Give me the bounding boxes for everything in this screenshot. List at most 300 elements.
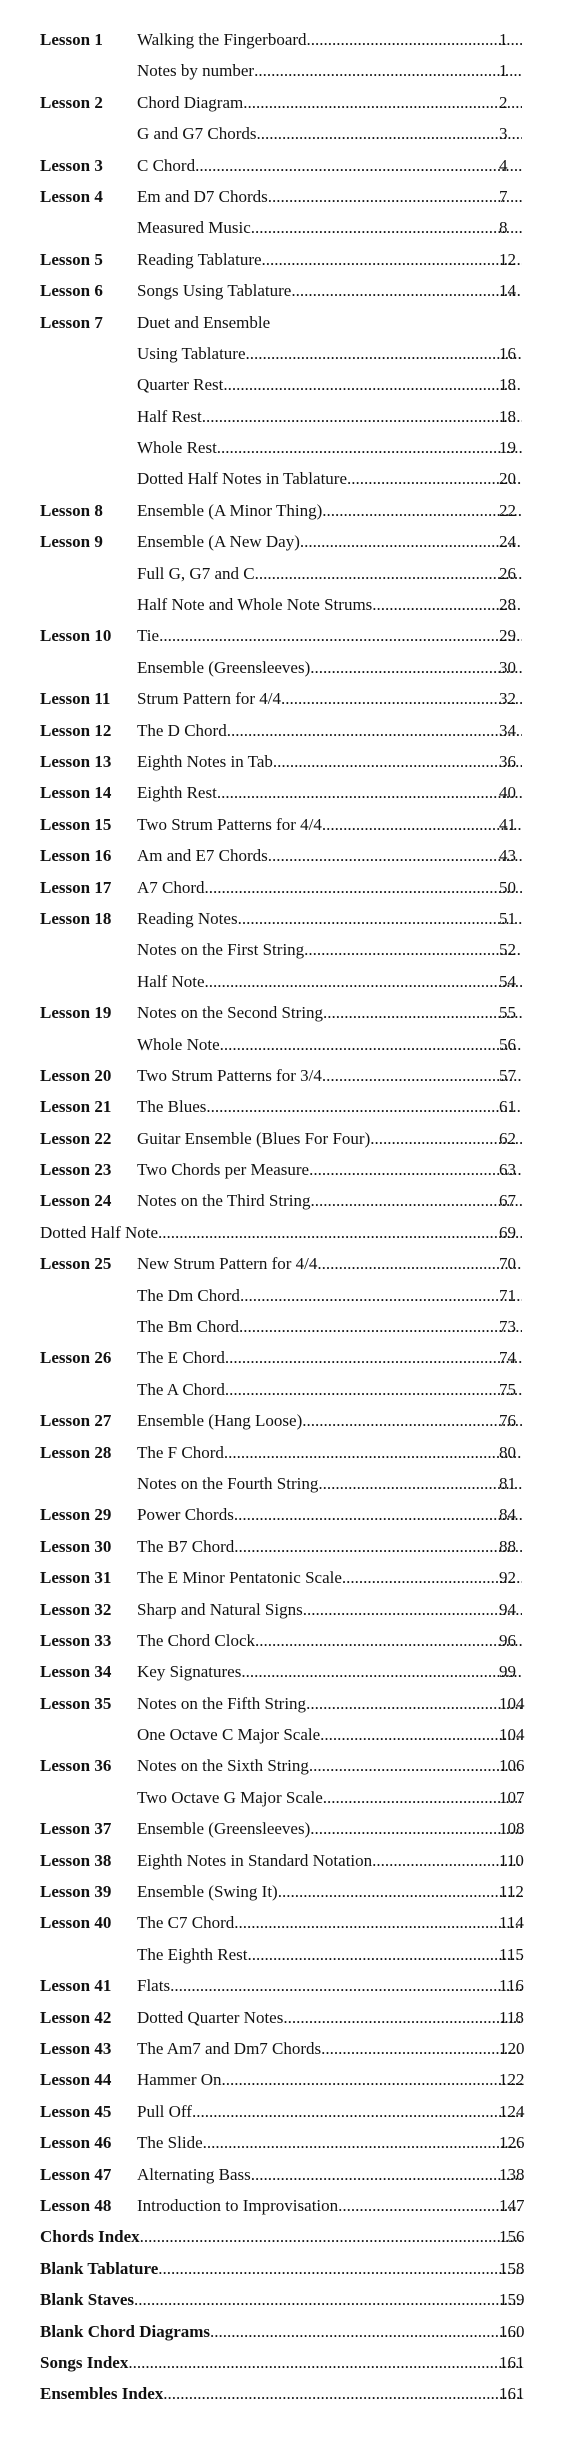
- page-number: 120: [499, 2039, 525, 2058]
- lesson-number: Lesson 41: [40, 1976, 112, 1996]
- toc-row[interactable]: [40, 683, 540, 714]
- toc-row[interactable]: [40, 652, 540, 683]
- page-number: 24: [499, 532, 516, 552]
- entry-title: Ensemble (Swing It): [137, 1882, 278, 1902]
- toc-row[interactable]: [40, 1437, 540, 1468]
- page-number: 156: [499, 2227, 525, 2247]
- dot-leader: [134, 2284, 522, 2315]
- toc-row[interactable]: [40, 244, 540, 275]
- toc-row[interactable]: [40, 55, 540, 86]
- lesson-number: Lesson 39: [40, 1882, 112, 1902]
- entry-title-line: [137, 1907, 522, 1938]
- dot-leader: [255, 558, 522, 589]
- page-number: 161: [499, 2352, 525, 2372]
- dot-leader: [318, 1468, 522, 1499]
- dot-leader: [310, 1813, 522, 1844]
- entry-title: The Am7 and Dm7 Chords: [137, 2039, 322, 2058]
- entry-title-line: [137, 1091, 522, 1122]
- dot-leader: [158, 1217, 522, 1248]
- dot-leader: [251, 212, 522, 243]
- entry-title-line: [137, 1782, 522, 1813]
- entry-title: Flats: [137, 1976, 171, 1996]
- entry-title-line: [137, 369, 522, 400]
- lesson-number: Lesson 6: [40, 281, 103, 301]
- entry-title: Em and D7 Chords: [137, 186, 268, 206]
- entry-title-line: [137, 1656, 522, 1687]
- dot-leader: [309, 1154, 522, 1185]
- dot-leader: [320, 1719, 522, 1750]
- page-number: 56: [499, 1034, 516, 1054]
- entry-title-line: [137, 1876, 522, 1907]
- entry-title: Songs Using Tablature: [137, 281, 292, 301]
- toc-row[interactable]: [40, 2316, 540, 2347]
- dot-leader: [247, 1939, 522, 1970]
- lesson-number: Lesson 42: [40, 2007, 112, 2027]
- toc-row[interactable]: [40, 1625, 540, 1656]
- dot-leader: [322, 809, 522, 840]
- dot-leader: [307, 24, 522, 55]
- dot-leader: [243, 87, 522, 118]
- dot-leader: [238, 903, 522, 934]
- toc-row[interactable]: [40, 495, 540, 526]
- entry-title: Dotted Half Notes in Tablature: [137, 469, 347, 489]
- entry-title-line: [137, 683, 522, 714]
- page-number: 73: [499, 1317, 516, 1337]
- entry-title-line: [137, 118, 522, 149]
- toc-row[interactable]: [40, 463, 540, 494]
- page-number: 22: [499, 500, 516, 520]
- entry-title: Notes on the Fourth String: [137, 1473, 319, 1493]
- entry-title-line: [137, 55, 522, 86]
- toc-row[interactable]: [40, 997, 540, 1028]
- entry-title: G and G7 Chords: [137, 124, 257, 144]
- lesson-number: Lesson 43: [40, 2039, 112, 2058]
- toc-row[interactable]: [40, 1405, 540, 1436]
- entry-title-line: [137, 307, 522, 338]
- toc-row[interactable]: [40, 369, 540, 400]
- dot-leader: [217, 432, 522, 463]
- toc-row[interactable]: [40, 1813, 540, 1844]
- page-number: 36: [499, 751, 516, 771]
- toc-row[interactable]: [40, 1531, 540, 1562]
- page-number: 1: [499, 30, 508, 49]
- entry-title-line: [137, 558, 522, 589]
- page-number: 51: [499, 908, 516, 928]
- entry-title-line: [137, 2096, 522, 2127]
- entry-title-line: [137, 1280, 522, 1311]
- entry-title-line: [137, 1437, 522, 1468]
- entry-title: Walking the Fingerboard: [137, 30, 307, 49]
- toc-row[interactable]: [40, 1123, 540, 1154]
- page-number: 7: [499, 186, 508, 206]
- page-number: 30: [499, 657, 516, 677]
- dot-leader: [192, 2096, 522, 2127]
- dot-leader: [273, 746, 522, 777]
- page-number: 14: [499, 281, 516, 301]
- entry-title: The C7 Chord: [137, 1913, 235, 1933]
- entry-title-line: [137, 24, 522, 55]
- lesson-number: Lesson 30: [40, 1536, 112, 1556]
- page-number: 69: [499, 1222, 516, 1242]
- page-number: 40: [499, 783, 516, 803]
- toc-row[interactable]: [40, 2002, 540, 2033]
- entry-title-line: [137, 401, 522, 432]
- page-number: 158: [499, 2258, 525, 2278]
- lesson-number: Lesson 40: [40, 1913, 112, 1933]
- dot-leader: [321, 2033, 522, 2064]
- toc-row[interactable]: [40, 1311, 540, 1342]
- lesson-number: Lesson 20: [40, 1065, 112, 1085]
- lesson-number: Lesson 4: [40, 186, 103, 206]
- page-number: 63: [499, 1160, 516, 1180]
- entry-title: Songs Index: [40, 2352, 129, 2372]
- lesson-number: Lesson 46: [40, 2133, 112, 2153]
- lesson-number: Lesson 11: [40, 689, 111, 709]
- entry-title-line: [137, 1813, 522, 1844]
- toc-row[interactable]: [40, 1091, 540, 1122]
- toc-row[interactable]: [40, 1468, 540, 1499]
- lesson-number: Lesson 23: [40, 1160, 112, 1180]
- toc-row[interactable]: [40, 1750, 540, 1781]
- lesson-number: Lesson 24: [40, 1191, 112, 1211]
- entry-title: Ensembles Index: [40, 2384, 164, 2404]
- dot-leader: [310, 1185, 522, 1216]
- toc-row[interactable]: [40, 212, 540, 243]
- lesson-number: Lesson 5: [40, 249, 103, 269]
- lesson-number: Lesson 16: [40, 846, 112, 866]
- page-number: 18: [499, 406, 516, 426]
- dot-leader: [234, 1499, 522, 1530]
- toc-row[interactable]: [40, 307, 540, 338]
- page-number: 110: [499, 1850, 524, 1870]
- dot-leader: [322, 1060, 522, 1091]
- toc-row[interactable]: [40, 1029, 540, 1060]
- toc-row[interactable]: [40, 1342, 540, 1373]
- page-number: 94: [499, 1599, 516, 1619]
- entry-title: Hammer On: [137, 2070, 222, 2090]
- entry-title-line: [137, 2064, 522, 2095]
- dot-leader: [347, 463, 522, 494]
- page-number: 62: [499, 1128, 516, 1148]
- page-number: 76: [499, 1411, 516, 1431]
- toc-row[interactable]: [40, 150, 540, 181]
- toc-row[interactable]: [40, 2190, 540, 2221]
- entry-title-line: [137, 1029, 522, 1060]
- page-number: 1: [499, 61, 508, 81]
- toc-row[interactable]: [40, 1656, 540, 1687]
- lesson-number: Lesson 32: [40, 1599, 112, 1619]
- entry-title: Blank Tablature: [40, 2258, 159, 2278]
- entry-title-line: [137, 715, 522, 746]
- toc-row[interactable]: [40, 2096, 540, 2127]
- entry-title: One Octave C Major Scale: [137, 1725, 321, 1745]
- dot-leader: [281, 683, 522, 714]
- page-number: 18: [499, 375, 516, 395]
- entry-title: The Chord Clock: [137, 1630, 256, 1650]
- toc-row[interactable]: [40, 1782, 540, 1813]
- toc-row[interactable]: [40, 1060, 540, 1091]
- page-number: 122: [499, 2070, 525, 2090]
- entry-title: Ensemble (A Minor Thing): [137, 500, 323, 520]
- toc-row[interactable]: [40, 746, 540, 777]
- dot-leader: [224, 1437, 522, 1468]
- entry-title-line: [137, 872, 522, 903]
- toc-row[interactable]: [40, 2347, 540, 2378]
- toc-row[interactable]: [40, 589, 540, 620]
- toc-row[interactable]: [40, 1970, 540, 2001]
- toc-row[interactable]: [40, 2159, 540, 2190]
- dot-leader: [306, 1688, 522, 1719]
- lesson-number: Lesson 13: [40, 751, 112, 771]
- toc-row[interactable]: [40, 2221, 540, 2252]
- dot-leader: [225, 1342, 522, 1373]
- lesson-number: Lesson 14: [40, 783, 112, 803]
- entry-title-line: [137, 840, 522, 871]
- toc-row[interactable]: [40, 840, 540, 871]
- entry-title: Notes on the Fifth String: [137, 1693, 307, 1713]
- dot-leader: [203, 2127, 522, 2158]
- entry-title: Eighth Notes in Tab: [137, 751, 273, 771]
- lesson-number: Lesson 29: [40, 1505, 112, 1525]
- entry-title-line: [137, 181, 522, 212]
- dot-leader: [195, 150, 522, 181]
- entry-title-line: [137, 2190, 522, 2221]
- dot-leader: [283, 2002, 522, 2033]
- page-number: 55: [499, 1003, 516, 1023]
- toc-row[interactable]: [40, 2064, 540, 2095]
- entry-title: Half Rest: [137, 406, 202, 426]
- entry-title-line: [137, 1342, 522, 1373]
- toc-row[interactable]: [40, 2378, 540, 2409]
- page-number: 20: [499, 469, 516, 489]
- page-number: 12: [499, 249, 516, 269]
- dot-leader: [217, 777, 522, 808]
- entry-title: Two Strum Patterns for 4/4: [137, 814, 322, 834]
- toc-row[interactable]: [40, 1845, 540, 1876]
- toc-row[interactable]: [40, 1217, 540, 1248]
- lesson-number: Lesson 33: [40, 1630, 112, 1650]
- page-number: 126: [499, 2133, 525, 2153]
- lesson-number: Lesson 25: [40, 1254, 112, 1274]
- toc-row[interactable]: [40, 181, 540, 212]
- page-number: 16: [499, 343, 516, 363]
- entry-title-line: [137, 1939, 522, 1970]
- page-number: 28: [499, 595, 516, 615]
- lesson-number: Lesson 7: [40, 312, 103, 332]
- entry-title: Notes on the Second String: [137, 1003, 324, 1023]
- dot-leader: [309, 1750, 522, 1781]
- entry-title-line: [137, 1468, 522, 1499]
- entry-title: Reading Notes: [137, 908, 238, 928]
- toc-row[interactable]: [40, 275, 540, 306]
- toc-row[interactable]: [40, 1876, 540, 1907]
- lesson-number: Lesson 15: [40, 814, 112, 834]
- entry-title: Ensemble (Hang Loose): [137, 1411, 303, 1431]
- dot-leader: [317, 1248, 522, 1279]
- toc-row[interactable]: [40, 118, 540, 149]
- lesson-number: Lesson 12: [40, 720, 112, 740]
- dot-leader: [310, 652, 522, 683]
- dot-leader: [163, 2378, 522, 2409]
- toc-row[interactable]: [40, 1719, 540, 1750]
- page-number: 124: [499, 2101, 525, 2121]
- toc-row[interactable]: [40, 1248, 540, 1279]
- entry-title: Two Octave G Major Scale: [137, 1787, 323, 1807]
- dot-leader: [338, 2190, 522, 2221]
- entry-title-line: [137, 526, 522, 557]
- toc-row[interactable]: [40, 620, 540, 651]
- toc-row[interactable]: [40, 1939, 540, 1970]
- dot-leader: [234, 1907, 522, 1938]
- page-number: 84: [499, 1505, 516, 1525]
- toc-row[interactable]: [40, 1594, 540, 1625]
- toc-row[interactable]: [40, 966, 540, 997]
- lesson-number: Lesson 3: [40, 155, 103, 175]
- entry-title: Alternating Bass: [137, 2164, 251, 2184]
- page-number: 75: [499, 1379, 516, 1399]
- dot-leader: [262, 244, 522, 275]
- entry-title: New Strum Pattern for 4/4: [137, 1254, 318, 1274]
- entry-title-line: [137, 1970, 522, 2001]
- toc-row[interactable]: [40, 87, 540, 118]
- toc-row[interactable]: [40, 2253, 540, 2284]
- entry-title-line: [40, 2378, 522, 2409]
- dot-leader: [268, 181, 522, 212]
- entry-title-line: [137, 1531, 522, 1562]
- entry-title-line: [137, 1499, 522, 1530]
- entry-title: Strum Pattern for 4/4: [137, 689, 282, 709]
- entry-title-line: [137, 620, 522, 651]
- entry-title: Whole Note: [137, 1034, 220, 1054]
- entry-title-line: [137, 1594, 522, 1625]
- dot-leader: [205, 966, 522, 997]
- entry-title: Duet and Ensemble: [137, 312, 271, 332]
- entry-title-line: [137, 432, 522, 463]
- lesson-number: Lesson 37: [40, 1819, 112, 1839]
- entry-title-line: [137, 966, 522, 997]
- entry-title: Two Chords per Measure: [137, 1160, 310, 1180]
- lesson-number: Lesson 44: [40, 2070, 112, 2090]
- page-number: 52: [499, 940, 516, 960]
- toc-row[interactable]: [40, 1154, 540, 1185]
- dot-leader: [322, 495, 522, 526]
- entry-title: Ensemble (Greensleeves): [137, 1819, 311, 1839]
- toc-row[interactable]: [40, 1907, 540, 1938]
- entry-title-line: [137, 275, 522, 306]
- dot-leader: [222, 2064, 522, 2095]
- toc-row[interactable]: [40, 558, 540, 589]
- page-number: 106: [499, 1756, 525, 1776]
- entry-title-line: [137, 2033, 522, 2064]
- entry-title: Eighth Notes in Standard Notation: [137, 1850, 373, 1870]
- page-number: 118: [499, 2007, 524, 2027]
- lesson-number: Lesson 26: [40, 1348, 112, 1368]
- page-number: 92: [499, 1568, 516, 1588]
- toc-row[interactable]: [40, 526, 540, 557]
- entry-title-line: [137, 589, 522, 620]
- page-number: 4: [499, 155, 508, 175]
- entry-title-line: [137, 1562, 522, 1593]
- entry-title: Blank Staves: [40, 2290, 134, 2310]
- entry-title: The Eighth Rest: [137, 1944, 248, 1964]
- entry-title-line: [137, 1374, 522, 1405]
- entry-title-line: [137, 212, 522, 243]
- entry-title-line: [40, 2347, 522, 2378]
- lesson-number: Lesson 10: [40, 626, 112, 646]
- dot-leader: [268, 840, 522, 871]
- toc-row[interactable]: [40, 1688, 540, 1719]
- entry-title: Ensemble (Greensleeves): [137, 657, 311, 677]
- toc-row[interactable]: [40, 24, 540, 55]
- table-of-contents: [40, 24, 540, 2410]
- entry-title: The Slide: [137, 2133, 203, 2153]
- toc-row[interactable]: [40, 934, 540, 965]
- toc-row[interactable]: [40, 1374, 540, 1405]
- page-number: 80: [499, 1442, 516, 1462]
- toc-row[interactable]: [40, 2033, 540, 2064]
- page-number: 50: [499, 877, 516, 897]
- entry-title: Power Chords: [137, 1505, 234, 1525]
- toc-row[interactable]: [40, 1185, 540, 1216]
- toc-row[interactable]: [40, 338, 540, 369]
- toc-row[interactable]: [40, 1499, 540, 1530]
- page-number: 57: [499, 1065, 516, 1085]
- lesson-number: Lesson 18: [40, 908, 112, 928]
- page-number: 74: [499, 1348, 516, 1368]
- toc-row[interactable]: [40, 2127, 540, 2158]
- entry-title: Whole Rest: [137, 438, 217, 458]
- entry-title: Notes on the Third String: [137, 1191, 311, 1211]
- entry-title-line: [137, 1405, 522, 1436]
- entry-title-line: [40, 2284, 522, 2315]
- dot-leader: [128, 2347, 522, 2378]
- toc-row[interactable]: [40, 715, 540, 746]
- toc-row[interactable]: [40, 777, 540, 808]
- page-number: 26: [499, 563, 516, 583]
- dot-leader: [291, 275, 522, 306]
- page-number: 41: [499, 814, 516, 834]
- entry-title: The Dm Chord: [137, 1285, 240, 1305]
- dot-leader: [202, 401, 522, 432]
- page-number: 104: [499, 1693, 525, 1713]
- entry-title: Blank Chord Diagrams: [40, 2321, 211, 2341]
- toc-row[interactable]: [40, 903, 540, 934]
- page-number: 161: [499, 2384, 525, 2404]
- entry-title-line: [137, 1185, 522, 1216]
- entry-title-line: [137, 87, 522, 118]
- toc-row[interactable]: [40, 1562, 540, 1593]
- toc-row[interactable]: [40, 432, 540, 463]
- entry-title: C Chord: [137, 155, 196, 175]
- page-number: 61: [499, 1097, 516, 1117]
- page-number: 32: [499, 689, 516, 709]
- toc-row[interactable]: [40, 809, 540, 840]
- entry-title: Notes on the First String: [137, 940, 305, 960]
- dot-leader: [302, 1405, 522, 1436]
- toc-row[interactable]: [40, 872, 540, 903]
- dot-leader: [220, 1029, 522, 1060]
- entry-title-line: [40, 1217, 522, 1248]
- toc-row[interactable]: [40, 401, 540, 432]
- entry-title-line: [40, 2316, 522, 2347]
- dot-leader: [234, 1531, 522, 1562]
- toc-row[interactable]: [40, 2284, 540, 2315]
- toc-row[interactable]: [40, 1280, 540, 1311]
- page-number: 112: [499, 1882, 524, 1902]
- page-number: 147: [499, 2195, 525, 2215]
- entry-title: Chords Index: [40, 2227, 140, 2247]
- entry-title-line: [137, 809, 522, 840]
